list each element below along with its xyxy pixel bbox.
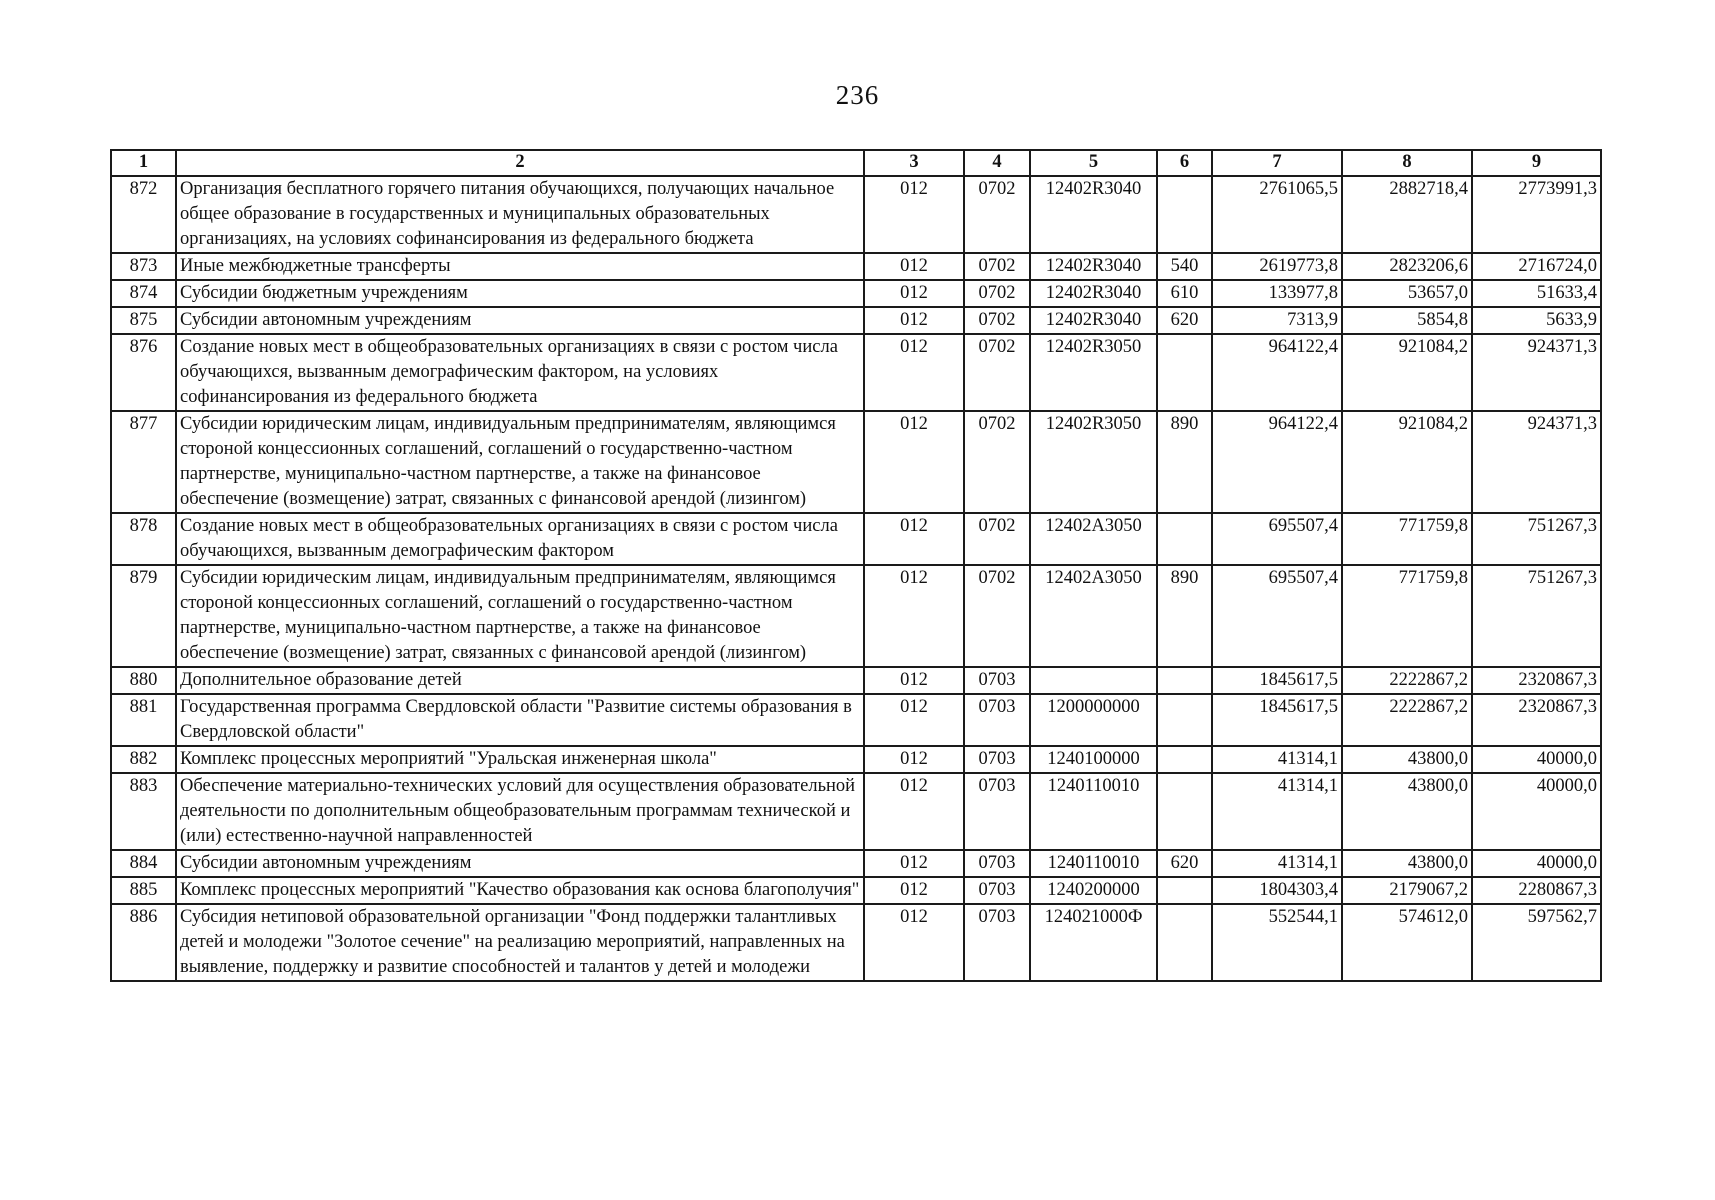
ministry-code-cell: 012 [864, 253, 964, 280]
column-header: 6 [1157, 150, 1212, 176]
section-code-cell: 0702 [964, 411, 1030, 513]
target-article-cell: 1240200000 [1030, 877, 1157, 904]
ministry-code-cell: 012 [864, 411, 964, 513]
row-name-cell: Субсидии автономным учреждениям [176, 850, 864, 877]
amount-year1-cell: 964122,4 [1212, 411, 1342, 513]
section-code-cell: 0702 [964, 280, 1030, 307]
amount-year1-cell: 1845617,5 [1212, 694, 1342, 746]
section-code-cell: 0703 [964, 667, 1030, 694]
table-row [111, 850, 1601, 877]
budget-table [110, 149, 1602, 982]
amount-year3-cell: 751267,3 [1472, 513, 1601, 565]
ministry-code-cell: 012 [864, 513, 964, 565]
table-row [111, 253, 1601, 280]
table-row [111, 746, 1601, 773]
amount-year1-cell: 41314,1 [1212, 773, 1342, 850]
section-code-cell: 0703 [964, 773, 1030, 850]
section-code-cell: 0702 [964, 176, 1030, 253]
amount-year1-cell: 41314,1 [1212, 746, 1342, 773]
amount-year3-cell: 51633,4 [1472, 280, 1601, 307]
amount-year1-cell: 2761065,5 [1212, 176, 1342, 253]
row-number-cell: 879 [111, 565, 176, 667]
table-body [111, 176, 1601, 981]
table-row [111, 667, 1601, 694]
section-code-cell: 0702 [964, 253, 1030, 280]
expense-type-cell [1157, 773, 1212, 850]
column-header: 2 [176, 150, 864, 176]
amount-year3-cell: 751267,3 [1472, 565, 1601, 667]
amount-year3-cell: 2716724,0 [1472, 253, 1601, 280]
target-article-cell: 12402R3050 [1030, 411, 1157, 513]
row-number-cell: 873 [111, 253, 176, 280]
section-code-cell: 0703 [964, 904, 1030, 981]
target-article-cell: 12402A3050 [1030, 513, 1157, 565]
expense-type-cell [1157, 334, 1212, 411]
table-row [111, 565, 1601, 667]
target-article-cell: 1240110010 [1030, 850, 1157, 877]
column-header: 5 [1030, 150, 1157, 176]
ministry-code-cell: 012 [864, 694, 964, 746]
row-name-cell: Субсидия нетиповой образовательной организации "Фонд поддержки талантливых детей и молодежи "Золотое сечение" на реализацию мероприятий, направленных на выявление, поддержку и развитие способностей и талантов у детей и молодежи [176, 904, 864, 981]
ministry-code-cell: 012 [864, 904, 964, 981]
amount-year3-cell: 40000,0 [1472, 746, 1601, 773]
section-code-cell: 0703 [964, 746, 1030, 773]
column-header: 1 [111, 150, 176, 176]
expense-type-cell [1157, 877, 1212, 904]
target-article-cell: 12402R3040 [1030, 176, 1157, 253]
row-number-cell: 872 [111, 176, 176, 253]
table-row [111, 773, 1601, 850]
row-name-cell: Комплекс процессных мероприятий "Качество образования как основа благополучия" [176, 877, 864, 904]
column-header: 3 [864, 150, 964, 176]
ministry-code-cell: 012 [864, 280, 964, 307]
expense-type-cell: 890 [1157, 565, 1212, 667]
ministry-code-cell: 012 [864, 773, 964, 850]
amount-year2-cell: 43800,0 [1342, 746, 1472, 773]
table-row [111, 280, 1601, 307]
ministry-code-cell: 012 [864, 334, 964, 411]
target-article-cell: 12402R3050 [1030, 334, 1157, 411]
row-name-cell: Субсидии юридическим лицам, индивидуальным предпринимателям, являющимся стороной концессионных соглашений, соглашений о государственно-частном партнерстве, муниципально-частном партнерстве, а также на финансовое обеспечение (возмещение) затрат, связанных с финансовой арендой (лизингом) [176, 565, 864, 667]
amount-year2-cell: 2222867,2 [1342, 694, 1472, 746]
column-header: 4 [964, 150, 1030, 176]
row-name-cell: Дополнительное образование детей [176, 667, 864, 694]
amount-year3-cell: 2773991,3 [1472, 176, 1601, 253]
section-code-cell: 0702 [964, 565, 1030, 667]
table-row [111, 307, 1601, 334]
target-article-cell: 1240110010 [1030, 773, 1157, 850]
section-code-cell: 0703 [964, 694, 1030, 746]
ministry-code-cell: 012 [864, 877, 964, 904]
table-row [111, 176, 1601, 253]
target-article-cell: 12402R3040 [1030, 307, 1157, 334]
amount-year3-cell: 597562,7 [1472, 904, 1601, 981]
amount-year2-cell: 2882718,4 [1342, 176, 1472, 253]
table-row [111, 513, 1601, 565]
expense-type-cell: 620 [1157, 850, 1212, 877]
row-name-cell: Государственная программа Свердловской области "Развитие системы образования в Свердловской области" [176, 694, 864, 746]
row-number-cell: 886 [111, 904, 176, 981]
amount-year2-cell: 43800,0 [1342, 773, 1472, 850]
amount-year1-cell: 964122,4 [1212, 334, 1342, 411]
row-name-cell: Создание новых мест в общеобразовательных организациях в связи с ростом числа обучающихся, вызванным демографическим фактором, на условиях софинансирования из федерального бюджета [176, 334, 864, 411]
amount-year1-cell: 695507,4 [1212, 565, 1342, 667]
row-number-cell: 880 [111, 667, 176, 694]
row-number-cell: 881 [111, 694, 176, 746]
amount-year3-cell: 924371,3 [1472, 411, 1601, 513]
target-article-cell: 1240100000 [1030, 746, 1157, 773]
amount-year3-cell: 2280867,3 [1472, 877, 1601, 904]
column-header: 9 [1472, 150, 1601, 176]
row-name-cell: Иные межбюджетные трансферты [176, 253, 864, 280]
amount-year2-cell: 5854,8 [1342, 307, 1472, 334]
expense-type-cell [1157, 513, 1212, 565]
amount-year2-cell: 2823206,6 [1342, 253, 1472, 280]
row-number-cell: 884 [111, 850, 176, 877]
amount-year2-cell: 53657,0 [1342, 280, 1472, 307]
row-number-cell: 875 [111, 307, 176, 334]
expense-type-cell [1157, 746, 1212, 773]
amount-year3-cell: 5633,9 [1472, 307, 1601, 334]
target-article-cell: 124021000Ф [1030, 904, 1157, 981]
amount-year1-cell: 7313,9 [1212, 307, 1342, 334]
ministry-code-cell: 012 [864, 176, 964, 253]
amount-year3-cell: 2320867,3 [1472, 667, 1601, 694]
target-article-cell [1030, 667, 1157, 694]
amount-year1-cell: 695507,4 [1212, 513, 1342, 565]
ministry-code-cell: 012 [864, 746, 964, 773]
row-number-cell: 874 [111, 280, 176, 307]
amount-year2-cell: 921084,2 [1342, 334, 1472, 411]
column-header: 7 [1212, 150, 1342, 176]
row-name-cell: Субсидии юридическим лицам, индивидуальным предпринимателям, являющимся стороной концессионных соглашений, соглашений о государственно-частном партнерстве, муниципально-частном партнерстве, а также на финансовое обеспечение (возмещение) затрат, связанных с финансовой арендой (лизингом) [176, 411, 864, 513]
table-row [111, 877, 1601, 904]
amount-year2-cell: 2222867,2 [1342, 667, 1472, 694]
row-name-cell: Организация бесплатного горячего питания обучающихся, получающих начальное общее образование в государственных и муниципальных образовательных организациях, на условиях софинансирования из федерального бюджета [176, 176, 864, 253]
target-article-cell: 1200000000 [1030, 694, 1157, 746]
expense-type-cell [1157, 694, 1212, 746]
row-number-cell: 876 [111, 334, 176, 411]
amount-year2-cell: 771759,8 [1342, 513, 1472, 565]
amount-year3-cell: 2320867,3 [1472, 694, 1601, 746]
table-row [111, 904, 1601, 981]
row-number-cell: 878 [111, 513, 176, 565]
row-number-cell: 877 [111, 411, 176, 513]
amount-year1-cell: 2619773,8 [1212, 253, 1342, 280]
expense-type-cell [1157, 904, 1212, 981]
target-article-cell: 12402R3040 [1030, 253, 1157, 280]
target-article-cell: 12402A3050 [1030, 565, 1157, 667]
row-number-cell: 883 [111, 773, 176, 850]
amount-year2-cell: 43800,0 [1342, 850, 1472, 877]
section-code-cell: 0702 [964, 307, 1030, 334]
expense-type-cell: 890 [1157, 411, 1212, 513]
row-name-cell: Субсидии автономным учреждениям [176, 307, 864, 334]
ministry-code-cell: 012 [864, 307, 964, 334]
amount-year2-cell: 574612,0 [1342, 904, 1472, 981]
amount-year3-cell: 924371,3 [1472, 334, 1601, 411]
row-name-cell: Комплекс процессных мероприятий "Уральская инженерная школа" [176, 746, 864, 773]
expense-type-cell: 610 [1157, 280, 1212, 307]
section-code-cell: 0702 [964, 334, 1030, 411]
expense-type-cell [1157, 667, 1212, 694]
expense-type-cell: 540 [1157, 253, 1212, 280]
table-row [111, 334, 1601, 411]
row-name-cell: Субсидии бюджетным учреждениям [176, 280, 864, 307]
section-code-cell: 0703 [964, 877, 1030, 904]
amount-year2-cell: 921084,2 [1342, 411, 1472, 513]
table-row [111, 694, 1601, 746]
section-code-cell: 0702 [964, 513, 1030, 565]
amount-year1-cell: 1845617,5 [1212, 667, 1342, 694]
row-number-cell: 882 [111, 746, 176, 773]
amount-year2-cell: 2179067,2 [1342, 877, 1472, 904]
page-number: 236 [835, 80, 880, 110]
column-header: 8 [1342, 150, 1472, 176]
amount-year1-cell: 1804303,4 [1212, 877, 1342, 904]
row-name-cell: Создание новых мест в общеобразовательных организациях в связи с ростом числа обучающихся, вызванным демографическим фактором [176, 513, 864, 565]
amount-year3-cell: 40000,0 [1472, 850, 1601, 877]
table-row [111, 411, 1601, 513]
expense-type-cell [1157, 176, 1212, 253]
amount-year1-cell: 41314,1 [1212, 850, 1342, 877]
header-row [111, 150, 1601, 176]
amount-year1-cell: 552544,1 [1212, 904, 1342, 981]
ministry-code-cell: 012 [864, 565, 964, 667]
ministry-code-cell: 012 [864, 850, 964, 877]
section-code-cell: 0703 [964, 850, 1030, 877]
amount-year1-cell: 133977,8 [1212, 280, 1342, 307]
amount-year3-cell: 40000,0 [1472, 773, 1601, 850]
expense-type-cell: 620 [1157, 307, 1212, 334]
row-name-cell: Обеспечение материально-технических условий для осуществления образовательной деятельности по дополнительным общеобразовательным программам технической и (или) естественно-научной направленностей [176, 773, 864, 850]
target-article-cell: 12402R3040 [1030, 280, 1157, 307]
row-number-cell: 885 [111, 877, 176, 904]
amount-year2-cell: 771759,8 [1342, 565, 1472, 667]
ministry-code-cell: 012 [864, 667, 964, 694]
